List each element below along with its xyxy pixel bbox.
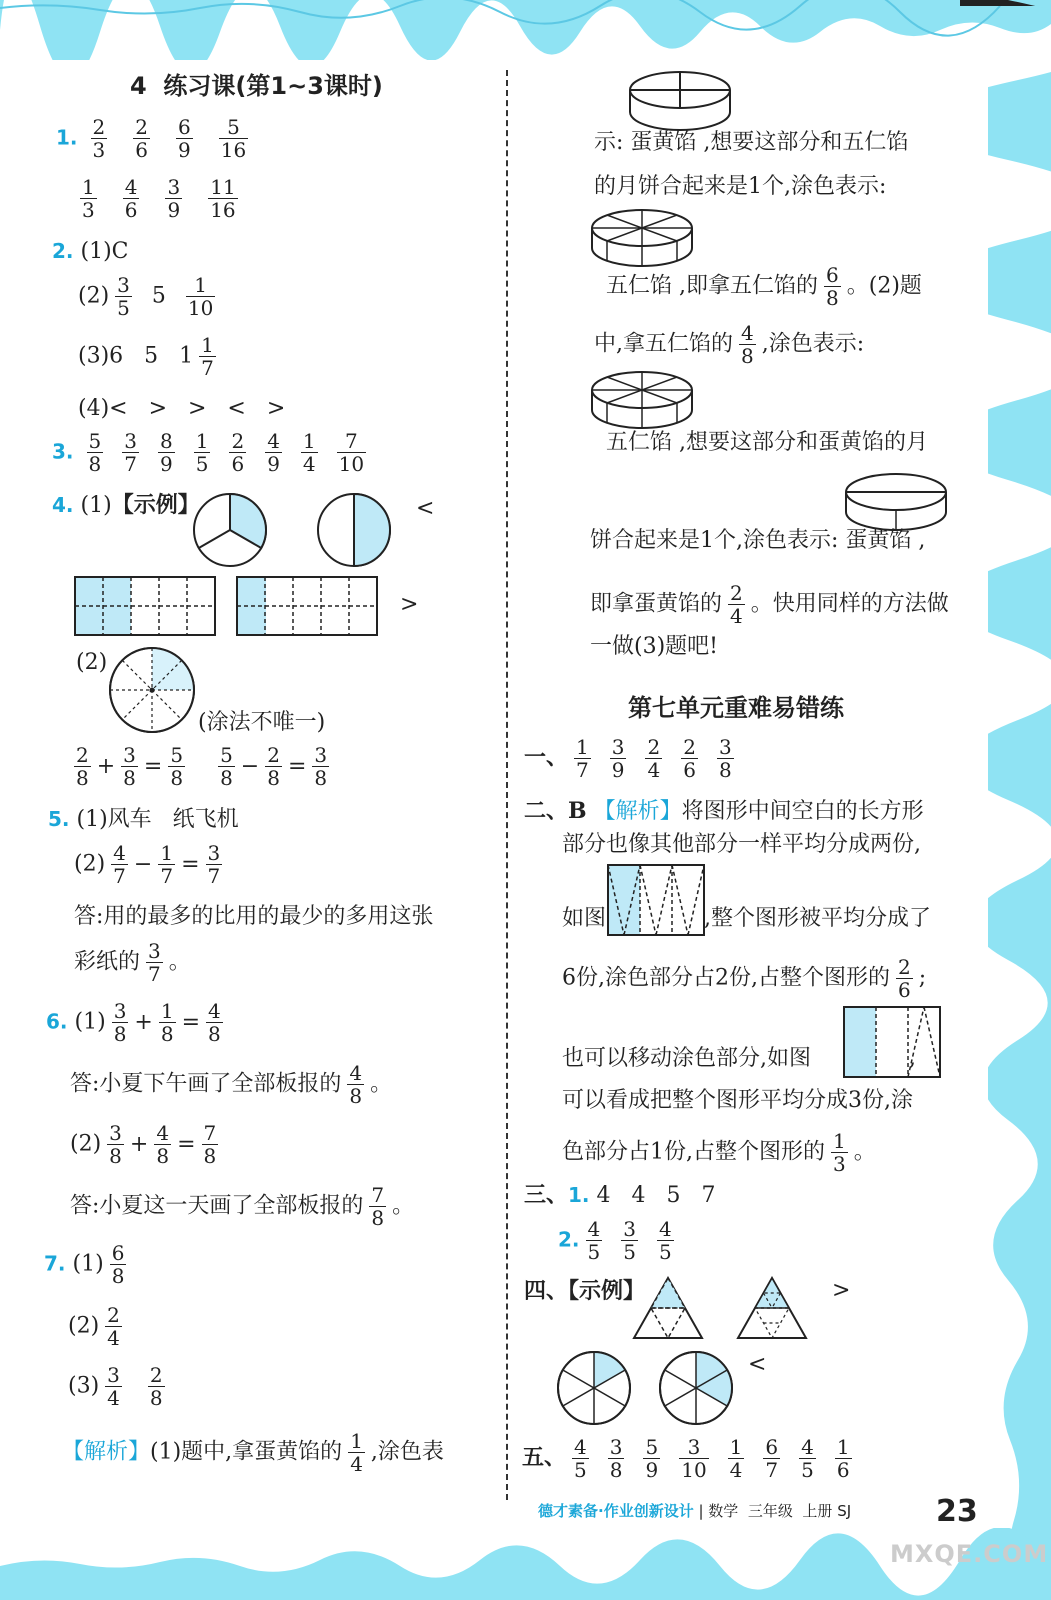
fraction: $\frac{1}{6}$ xyxy=(836,1435,850,1482)
fraction: $\frac{1}{8}$ xyxy=(160,999,174,1046)
section-title xyxy=(130,66,383,101)
q6: 6. (1) $\frac{3}{8}$ + $\frac{1}{8}$ = $\frac{4}{8}$ xyxy=(46,999,221,1046)
right-line8: 一做(3)题吧! xyxy=(590,634,719,659)
fraction: $\frac{4}{9}$ xyxy=(267,429,280,476)
fraction: $\frac{2}{4}$ xyxy=(107,1303,120,1350)
fraction: $\frac{7}{8}$ xyxy=(371,1183,385,1230)
fraction: $\frac{4}{8}$ xyxy=(349,1061,363,1108)
watermark: MXQE.COM xyxy=(890,1540,1049,1568)
fraction: $\frac{4}{7}$ xyxy=(113,841,126,888)
q6-part2: (2) $\frac{3}{8}$ + $\frac{4}{8}$ = $\frac{7}{8}$ xyxy=(70,1121,217,1168)
fraction: $\frac{6}{7}$ xyxy=(765,1435,779,1482)
u7-q2-t2: 部分也像其他部分一样平均分成两份, xyxy=(562,832,921,857)
u7-q2-t7: 色部分占1份,占整个图形的 $\frac{1}{3}$ 。 xyxy=(562,1129,876,1176)
u7-q3-2: 2. $\frac{4}{5}$ $\frac{3}{5}$ $\frac{4}{5}$ xyxy=(558,1217,672,1264)
q1 xyxy=(56,116,254,161)
fraction: $\frac{5}{8}$ xyxy=(88,429,102,476)
right-line2: 的月饼合起来是1个,涂色表示: xyxy=(594,174,887,199)
fraction: $\frac{1}{4}$ xyxy=(350,1429,363,1476)
fraction: $\frac{3}{8}$ xyxy=(123,743,136,790)
u7-q2-t5: 也可以移动涂色部分,如图 , xyxy=(562,1046,916,1071)
fraction: $\frac{7}{10}$ xyxy=(338,429,365,476)
q5-answer2: 彩纸的 $\frac{3}{7}$ 。 xyxy=(74,939,191,986)
fraction: $\frac{1}{7}$ xyxy=(160,841,174,888)
q1-label: 1. xyxy=(56,125,78,150)
fraction: $\frac{3}{9}$ xyxy=(167,175,181,222)
q7-part3: (3) $\frac{3}{4}$ $\frac{2}{8}$ xyxy=(68,1363,163,1410)
q2-part2: (2) $\frac{3}{5}$ 5 $\frac{1}{10}$ xyxy=(78,273,214,320)
fraction: $\frac{7}{8}$ xyxy=(203,1121,217,1168)
fraction: $\frac{2}{6}$ xyxy=(135,115,148,162)
rect-triangles-1 xyxy=(607,864,705,936)
u7-q4-compare2: < xyxy=(748,1352,767,1377)
operator: = xyxy=(143,753,163,779)
q6-answer2: 答:小夏这一天画了全部板报的 $\frac{7}{8}$ 。 xyxy=(70,1183,415,1230)
fraction: $\frac{3}{8}$ xyxy=(718,735,732,782)
fraction: $\frac{6}{9}$ xyxy=(177,115,191,162)
q7-analysis: 【解析】(1)题中,拿蛋黄馅的 $\frac{1}{4}$ ,涂色表 xyxy=(62,1429,444,1476)
right-line1: 示: 蛋黄馅 ,想要这部分和五仁馅 xyxy=(594,130,909,155)
fraction: $\frac{1}{10}$ xyxy=(187,273,214,320)
fraction: $\frac{2}{6}$ xyxy=(231,429,245,476)
q1-row2 xyxy=(74,176,244,221)
circle-sixths-1 xyxy=(554,1348,634,1428)
q4-equations xyxy=(68,744,335,789)
right-line4: 中,拿五仁馅的 $\frac{4}{8}$ ,涂色表示: xyxy=(594,321,865,368)
footer-subject: 数学 xyxy=(708,1502,739,1520)
fraction: $\frac{4}{6}$ xyxy=(124,175,138,222)
q7-part2: (2) $\frac{2}{4}$ xyxy=(68,1303,120,1350)
operator: = xyxy=(181,851,200,877)
u7-q2-t3: 如图 ,整个图形被平均分成了 xyxy=(562,906,932,931)
right-line3: 五仁馅 ,即拿五仁馅的 $\frac{6}{8}$ 。(2)题 xyxy=(606,263,922,310)
fraction: $\frac{4}{5}$ xyxy=(587,1217,601,1264)
q7: 7. (1) $\frac{6}{8}$ xyxy=(44,1241,125,1288)
footer: 德才素备·作业创新设计 | 数学 三年级 上册 SJ xyxy=(538,1502,852,1520)
circle-sixths-2 xyxy=(656,1348,736,1428)
fraction: $\frac{4}{5}$ xyxy=(658,1217,672,1264)
q5-label: 5. xyxy=(48,807,70,831)
u7-q3: 三、1. 4 4 5 7 xyxy=(524,1182,716,1208)
q4-label: 4. xyxy=(52,493,74,517)
footer-volume: 上册 SJ xyxy=(802,1502,852,1520)
fraction: $\frac{2}{6}$ xyxy=(897,955,911,1002)
q5-part2: (2) $\frac{4}{7}$ − $\frac{1}{7}$ = $\frac{3}{7}$ xyxy=(74,841,221,888)
u7-q4-compare1: > xyxy=(832,1278,851,1303)
fraction: $\frac{2}{8}$ xyxy=(149,1363,163,1410)
u7-q4: 四、【示例】 xyxy=(524,1278,646,1304)
section-title-text: 练习课(第1~3课时) xyxy=(163,72,383,100)
operator: + xyxy=(129,1131,149,1157)
fraction: $\frac{1}{3}$ xyxy=(82,175,95,222)
column-divider xyxy=(506,70,508,1500)
fraction: $\frac{11}{16}$ xyxy=(210,175,236,222)
right-line7: 即拿蛋黄馅的 $\frac{2}{4}$ 。快用同样的方法做 xyxy=(590,581,949,628)
circle-eighths xyxy=(106,644,198,736)
q2-part1: (1)C xyxy=(80,239,129,264)
operator: = xyxy=(181,1009,201,1035)
fraction: $\frac{1}{4}$ xyxy=(302,429,316,476)
u7-q2-t4: 6份,涂色部分占2份,占整个图形的 $\frac{2}{6}$ ; xyxy=(562,955,927,1002)
q3-fractions xyxy=(81,429,373,476)
q4-compare2: > xyxy=(400,592,419,617)
fraction: $\frac{1}{7}$ xyxy=(576,735,589,782)
mooncake-halves-1 xyxy=(626,68,734,134)
operator: + xyxy=(134,1009,153,1035)
fraction: $\frac{2}{8}$ xyxy=(76,743,89,790)
fraction: $\frac{3}{10}$ xyxy=(681,1435,707,1482)
fraction: $\frac{5}{9}$ xyxy=(645,1435,659,1482)
fraction: $\frac{3}{8}$ xyxy=(109,1121,122,1168)
fraction: $\frac{1}{7}$ xyxy=(201,333,214,380)
mooncake-eighths-1 xyxy=(588,206,696,270)
q2 xyxy=(52,236,129,267)
operator: − xyxy=(133,851,153,877)
unit7-title: 第七单元重难易错练 xyxy=(628,694,844,722)
fraction: $\frac{3}{7}$ xyxy=(124,429,137,476)
operator: + xyxy=(96,753,116,779)
right-line5: 五仁馅 ,想要这部分和蛋黄馅的月 xyxy=(606,430,928,455)
footer-grade: 三年级 xyxy=(747,1502,793,1520)
fraction: $\frac{3}{8}$ xyxy=(113,999,127,1046)
rect-grid-1 xyxy=(74,576,216,636)
fraction: $\frac{5}{8}$ xyxy=(220,743,233,790)
fraction: $\frac{2}{4}$ xyxy=(647,735,661,782)
q4-compare1: < xyxy=(416,496,435,521)
right-line6: 饼合起来是1个,涂色表示: 蛋黄馅 , xyxy=(590,528,926,553)
q7-label: 7. xyxy=(44,1251,66,1276)
q4-note: (涂法不唯一) xyxy=(198,710,326,735)
top-wave-border xyxy=(0,0,1051,60)
q2-part4: (4)< > > < > xyxy=(78,396,286,421)
fraction: $\frac{4}{8}$ xyxy=(741,321,754,368)
q6-label: 6. xyxy=(46,1009,68,1034)
fraction: $\frac{1}{4}$ xyxy=(729,1435,743,1482)
fraction: $\frac{2}{8}$ xyxy=(267,743,280,790)
u7-q2-t6: 可以看成把整个图形平均分成3份,涂 xyxy=(562,1088,913,1113)
triangle-1 xyxy=(632,1276,704,1340)
analysis-tag: 【解析】 xyxy=(593,799,682,824)
rect-grid-2 xyxy=(236,576,378,636)
fraction: $\frac{8}{9}$ xyxy=(159,429,173,476)
page-number: 23 xyxy=(936,1494,978,1529)
fraction: $\frac{2}{6}$ xyxy=(683,735,696,782)
operator: = xyxy=(287,753,307,779)
q3 xyxy=(52,430,372,475)
q2-part3: (3)6 5 1 $\frac{1}{7}$ xyxy=(78,333,214,380)
fraction: $\frac{5}{8}$ xyxy=(170,743,184,790)
right-wave-border xyxy=(988,0,1051,1600)
q5-answer1: 答:用的最多的比用的最少的多用这张 xyxy=(74,904,434,929)
fraction: $\frac{6}{8}$ xyxy=(826,263,839,310)
fraction: $\frac{6}{8}$ xyxy=(111,1241,125,1288)
fraction: $\frac{4}{8}$ xyxy=(208,999,221,1046)
fraction: $\frac{2}{3}$ xyxy=(92,115,106,162)
q4-part2: (2) xyxy=(76,650,108,675)
triangle-2 xyxy=(736,1276,808,1340)
mooncake-eighths-2 xyxy=(588,368,696,432)
analysis-tag: 【解析】 xyxy=(62,1439,151,1465)
fraction: $\frac{2}{4}$ xyxy=(730,581,743,628)
fraction: $\frac{3}{7}$ xyxy=(148,939,161,986)
fraction: $\frac{5}{16}$ xyxy=(220,115,247,162)
q4: 4. (1)【示例】 xyxy=(52,492,200,518)
operator: − xyxy=(240,753,260,779)
circle-thirds-1 xyxy=(190,490,270,570)
fraction: $\frac{4}{5}$ xyxy=(801,1435,814,1482)
u7-q1: 一、 $\frac{1}{7}$ $\frac{3}{9}$ $\frac{2}{4}$ $\frac{2}{6}$ $\frac{3}{8}$ xyxy=(524,735,732,782)
q3-label: 3. xyxy=(52,439,74,464)
fraction: $\frac{3}{8}$ xyxy=(314,743,328,790)
fraction: $\frac{3}{7}$ xyxy=(207,841,221,888)
fraction: $\frac{1}{5}$ xyxy=(195,429,209,476)
fraction: $\frac{1}{3}$ xyxy=(833,1129,846,1176)
fraction: $\frac{4}{5}$ xyxy=(574,1435,587,1482)
u7-q2: 二、B 【解析】将图形中间空白的长方形 xyxy=(524,798,924,824)
fraction: $\frac{3}{5}$ xyxy=(623,1217,636,1264)
example-tag: 【示例】 xyxy=(111,492,200,518)
footer-brand: 德才素备·作业创新设计 xyxy=(538,1502,694,1520)
circle-halves xyxy=(314,490,394,570)
u7-q5: 五、 $\frac{4}{5}$ $\frac{3}{8}$ $\frac{5}{9}$ $\frac{3}{10}$ $\frac{1}{4}$ $\frac{6}{7}$ $\frac{4}{5}$ $\frac{1}{6}$ xyxy=(522,1435,850,1482)
fraction: $\frac{4}{8}$ xyxy=(156,1121,170,1168)
fraction: $\frac{3}{5}$ xyxy=(117,273,130,320)
fraction: $\frac{3}{8}$ xyxy=(609,1435,623,1482)
operator: = xyxy=(177,1131,196,1157)
fraction: $\frac{3}{4}$ xyxy=(107,1363,120,1410)
mooncake-halves-2 xyxy=(842,470,950,534)
q5: 5. (1)风车 纸飞机 xyxy=(48,807,239,832)
fraction: $\frac{3}{9}$ xyxy=(611,735,625,782)
q2-label: 2. xyxy=(52,239,74,263)
q6-answer1: 答:小夏下午画了全部板报的 $\frac{4}{8}$ 。 xyxy=(70,1061,393,1108)
section-number: 4 xyxy=(130,72,147,100)
